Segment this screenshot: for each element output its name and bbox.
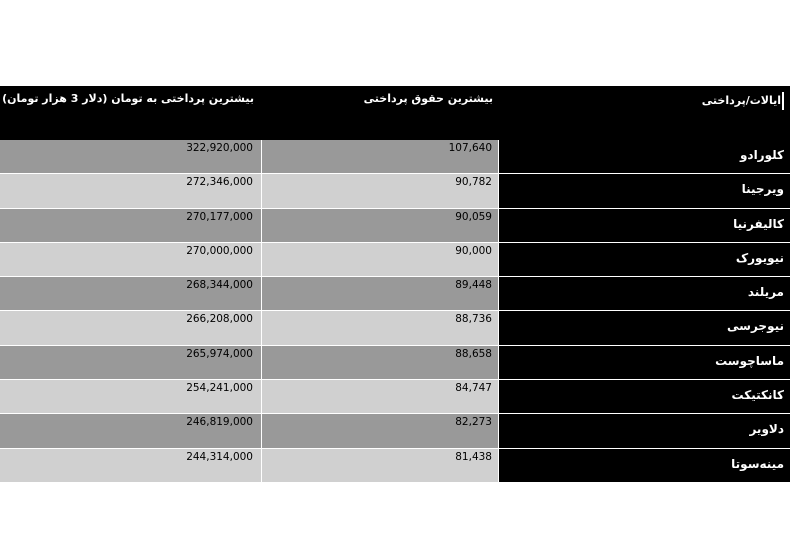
cell-total-toman: 270,000,000 (0, 243, 262, 276)
cell-state-name: مینه‌سوتا (499, 449, 790, 482)
table-row (0, 380, 790, 414)
header-divider-mark (782, 92, 784, 110)
cell-total-toman: 270,177,000 (0, 209, 262, 242)
cell-state-name: نیوجرسی (499, 311, 790, 344)
table-header-row (0, 86, 790, 140)
cell-total-toman: 322,920,000 (0, 140, 262, 173)
cell-total-toman: 254,241,000 (0, 380, 262, 413)
cell-state-name: نیویورک (499, 243, 790, 276)
salary-table (0, 86, 790, 483)
cell-max-salary: 82,273 (262, 414, 499, 447)
cell-max-salary: 90,000 (262, 243, 499, 276)
header-state (499, 86, 790, 140)
cell-total-toman: 246,819,000 (0, 414, 262, 447)
cell-max-salary: 81,438 (262, 449, 499, 482)
cell-total-toman: 268,344,000 (0, 277, 262, 310)
cell-state-name: کالیفرنیا (499, 209, 790, 242)
table-row (0, 243, 790, 277)
cell-state-name: ویرجینا (499, 174, 790, 207)
cell-max-salary: 88,736 (262, 311, 499, 344)
table-row (0, 346, 790, 380)
cell-state-name: دلاویر (499, 414, 790, 447)
table-row (0, 311, 790, 345)
table-body (0, 140, 790, 483)
header-total-toman: بیشترین پرداختی به تومان (دلار 3 هزار تومان) (0, 86, 262, 140)
header-max-salary: بیشترین حقوق پرداختی (262, 86, 499, 140)
cell-total-toman: 265,974,000 (0, 346, 262, 379)
cell-max-salary: 90,059 (262, 209, 499, 242)
cell-total-toman: 266,208,000 (0, 311, 262, 344)
table-row (0, 174, 790, 208)
table-row (0, 414, 790, 448)
header-state-label: ایالات/پرداختی (701, 94, 781, 107)
cell-state-name: کانکتیکت (499, 380, 790, 413)
table-row (0, 209, 790, 243)
cell-state-name: ماساچوست (499, 346, 790, 379)
cell-max-salary: 89,448 (262, 277, 499, 310)
table-row (0, 277, 790, 311)
cell-state-name: مریلند (499, 277, 790, 310)
cell-max-salary: 90,782 (262, 174, 499, 207)
table-row (0, 140, 790, 174)
cell-total-toman: 272,346,000 (0, 174, 262, 207)
cell-max-salary: 107,640 (262, 140, 499, 173)
cell-max-salary: 84,747 (262, 380, 499, 413)
cell-state-name: کلورادو (499, 140, 790, 173)
cell-max-salary: 88,658 (262, 346, 499, 379)
cell-total-toman: 244,314,000 (0, 449, 262, 482)
table-row (0, 449, 790, 483)
